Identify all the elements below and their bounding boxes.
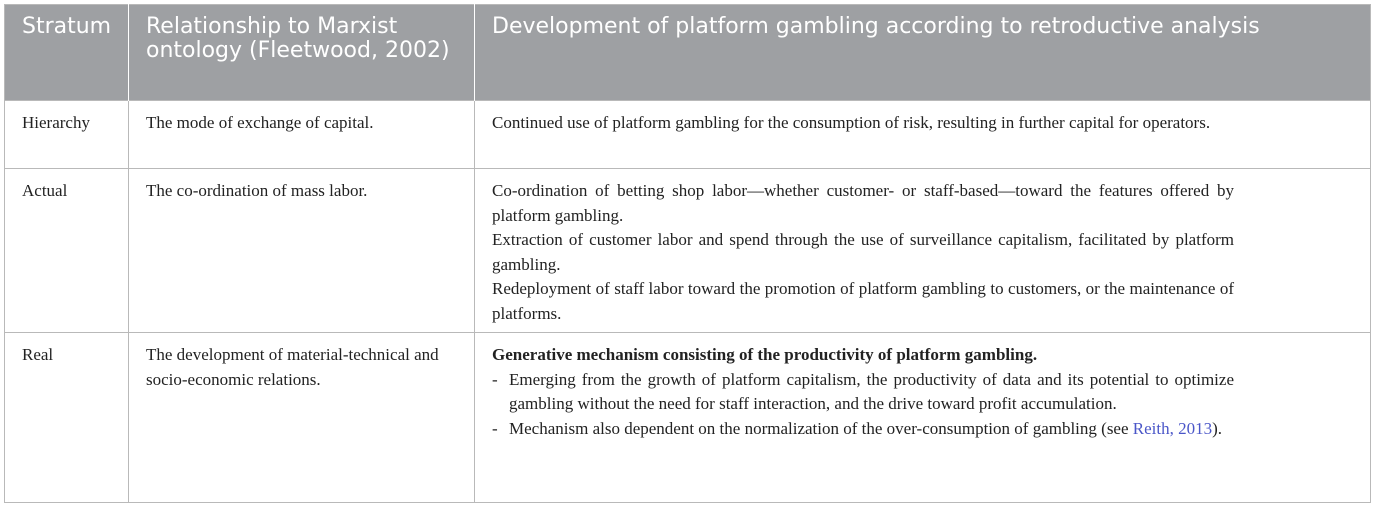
list-item (492, 417, 1234, 442)
strata-table (4, 4, 1371, 503)
mechanism-bullet-list (492, 368, 1234, 442)
bullet-dash: - (492, 369, 498, 389)
development-paragraph: Co-ordination of betting shop labor—whether customer- or staff-based—toward the features offered by platform gambling. (492, 181, 1234, 225)
development-paragraph: Extraction of customer labor and spend through the use of surveillance capitalism, facilitated by platform gambling. (492, 230, 1234, 274)
citation-suffix: ). (1212, 418, 1223, 438)
table-row (5, 333, 1371, 503)
stratum-cell: Real (5, 333, 129, 503)
bullet-text: Mechanism also dependent on the normalization of the over-consumption of gambling (see (509, 418, 1129, 438)
bullet-dash: - (492, 418, 498, 438)
bullet-text: Emerging from the growth of platform capitalism, the productivity of data and its potential to optimize gambling without the need for staff interaction, and the drive toward profit accumulation. (509, 369, 1234, 413)
development-cell (475, 333, 1371, 503)
citation-link-reith-2013[interactable]: Reith, 2013 (1132, 418, 1213, 438)
development-paragraph: Continued use of platform gambling for the consumption of risk, resulting in further capital for operators. (492, 113, 1211, 132)
header-stratum: Stratum (5, 5, 129, 101)
header-relationship: Relationship to Marxist ontology (Fleetwood, 2002) (129, 5, 475, 101)
development-cell (475, 169, 1371, 333)
list-item (492, 368, 1234, 417)
relationship-cell: The development of material-technical and socio-economic relations. (129, 333, 475, 503)
development-cell (475, 101, 1371, 169)
stratum-cell: Hierarchy (5, 101, 129, 169)
relationship-cell: The co-ordination of mass labor. (129, 169, 475, 333)
table-row (5, 169, 1371, 333)
mechanism-heading: Generative mechanism consisting of the productivity of platform gambling. (492, 345, 1038, 364)
stratum-cell: Actual (5, 169, 129, 333)
development-paragraph: Redeployment of staff labor toward the promotion of platform gambling to customers, or the maintenance of platforms. (492, 279, 1234, 323)
table-row (5, 101, 1371, 169)
header-development: Development of platform gambling according to retroductive analysis (475, 5, 1371, 101)
header-row (5, 5, 1371, 101)
relationship-cell: The mode of exchange of capital. (129, 101, 475, 169)
